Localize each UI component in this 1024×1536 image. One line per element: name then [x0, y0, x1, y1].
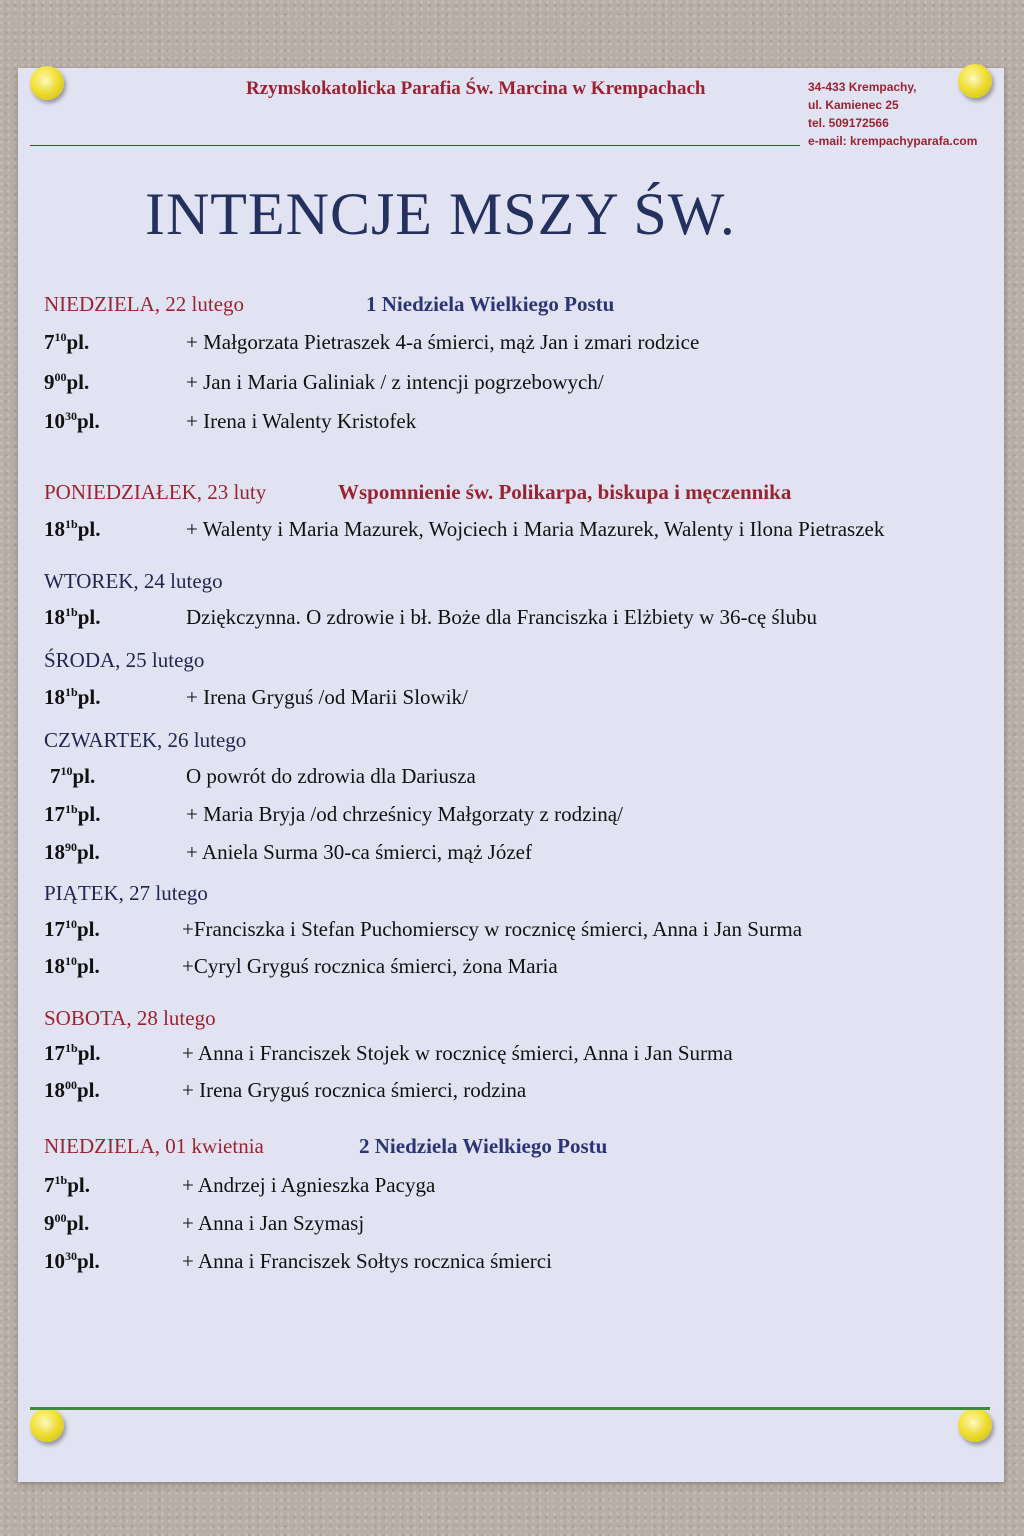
mass-intention: + Anna i Franciszek Sołtys rocznica śmierci	[182, 1249, 552, 1273]
day-heading: CZWARTEK, 26 lutego	[44, 728, 247, 752]
mass-intention: +Franciszka i Stefan Puchomierscy w rocznicę śmierci, Anna i Jan Surma	[182, 917, 803, 941]
day-heading: PIĄTEK, 27 lutego	[44, 881, 208, 905]
feast-label: 2 Niedziela Wielkiego Postu	[359, 1134, 608, 1158]
pushpin-icon	[30, 66, 64, 100]
address-line-2: ul. Kamienec 25	[808, 98, 899, 112]
pushpin-icon	[958, 1408, 992, 1442]
mass-time: $7^{10}pl$.	[44, 330, 90, 354]
mass-intention: + Irena Gryguś rocznica śmierci, rodzina	[182, 1078, 527, 1102]
pushpin-icon	[30, 1408, 64, 1442]
mass-time: $18^{1b}pl$.	[44, 685, 101, 709]
mass-intention: + Małgorzata Pietraszek 4-a śmierci, mąż Jan i zmari rodzice	[186, 330, 700, 354]
footer-divider	[30, 1407, 990, 1410]
day-heading: NIEDZIELA, 01 kwietnia	[44, 1134, 264, 1158]
parish-contact	[808, 78, 977, 150]
day-heading: PONIEDZIAŁEK, 23 luty	[44, 480, 267, 504]
mass-intention: + Andrzej i Agnieszka Pacyga	[182, 1173, 436, 1197]
mass-time: $17^{1b}pl$.	[44, 1041, 101, 1065]
mass-time: $7^{10}pl$.	[50, 764, 96, 788]
phone-number: tel. 509172566	[808, 116, 889, 130]
page-title: INTENCJE MSZY ŚW.	[145, 181, 736, 247]
mass-intention: + Irena Gryguś /od Marii Slowik/	[186, 685, 468, 709]
mass-time: $18^{1b}pl$.	[44, 517, 101, 541]
email-address: e-mail: krempachyparafa.com	[808, 134, 978, 148]
day-heading: SOBOTA, 28 lutego	[44, 1006, 216, 1030]
mass-intention: O powrót do zdrowia dla Dariusza	[186, 764, 476, 788]
header-divider	[30, 145, 800, 146]
mass-intention: + Walenty i Maria Mazurek, Wojciech i Maria Mazurek, Walenty i Ilona Pietraszek	[186, 517, 885, 541]
feast-label: Wspomnienie św. Polikarpa, biskupa i męczennika	[338, 480, 792, 504]
parish-name: Rzymskokatolicka Parafia Św. Marcina w Krempachach	[246, 78, 706, 99]
mass-time: $9^{00}pl$.	[44, 1211, 90, 1235]
mass-time: $9^{00}pl$.	[44, 370, 90, 394]
mass-intention: + Aniela Surma 30-ca śmierci, mąż Józef	[186, 840, 532, 864]
mass-intention: + Maria Bryja /od chrześnicy Małgorzaty z rodziną/	[186, 802, 623, 826]
mass-time: $18^{10}pl$.	[44, 954, 100, 978]
mass-time: $17^{1b}pl$.	[44, 802, 101, 826]
day-heading: NIEDZIELA, 22 lutego	[44, 292, 245, 316]
mass-intention: + Jan i Maria Galiniak / z intencji pogrzebowych/	[186, 370, 604, 394]
mass-time: $18^{00}pl$.	[44, 1078, 100, 1102]
mass-time: $10^{30}pl$.	[44, 1249, 100, 1273]
mass-intention: + Anna i Jan Szymasj	[182, 1211, 365, 1235]
day-heading: WTOREK, 24 lutego	[44, 569, 223, 593]
mass-intention: + Irena i Walenty Kristofek	[186, 409, 417, 433]
mass-time: $18^{90}pl$.	[44, 840, 100, 864]
mass-intention: + Anna i Franciszek Stojek w rocznicę śmierci, Anna i Jan Surma	[182, 1041, 733, 1065]
mass-time: $17^{10}pl$.	[44, 917, 100, 941]
mass-time: $7^{1b}pl$.	[44, 1173, 90, 1197]
mass-intention: +Cyryl Gryguś rocznica śmierci, żona Maria	[182, 954, 558, 978]
mass-intention: Dziękczynna. O zdrowie i bł. Boże dla Franciszka i Elżbiety w 36-cę ślubu	[186, 605, 817, 629]
address-line-1: 34-433 Krempachy,	[808, 80, 917, 94]
feast-label: 1 Niedziela Wielkiego Postu	[366, 292, 615, 316]
day-heading: ŚRODA, 25 lutego	[44, 648, 205, 672]
mass-time: $10^{30}pl$.	[44, 409, 100, 433]
mass-time: $18^{1b}pl$.	[44, 605, 101, 629]
